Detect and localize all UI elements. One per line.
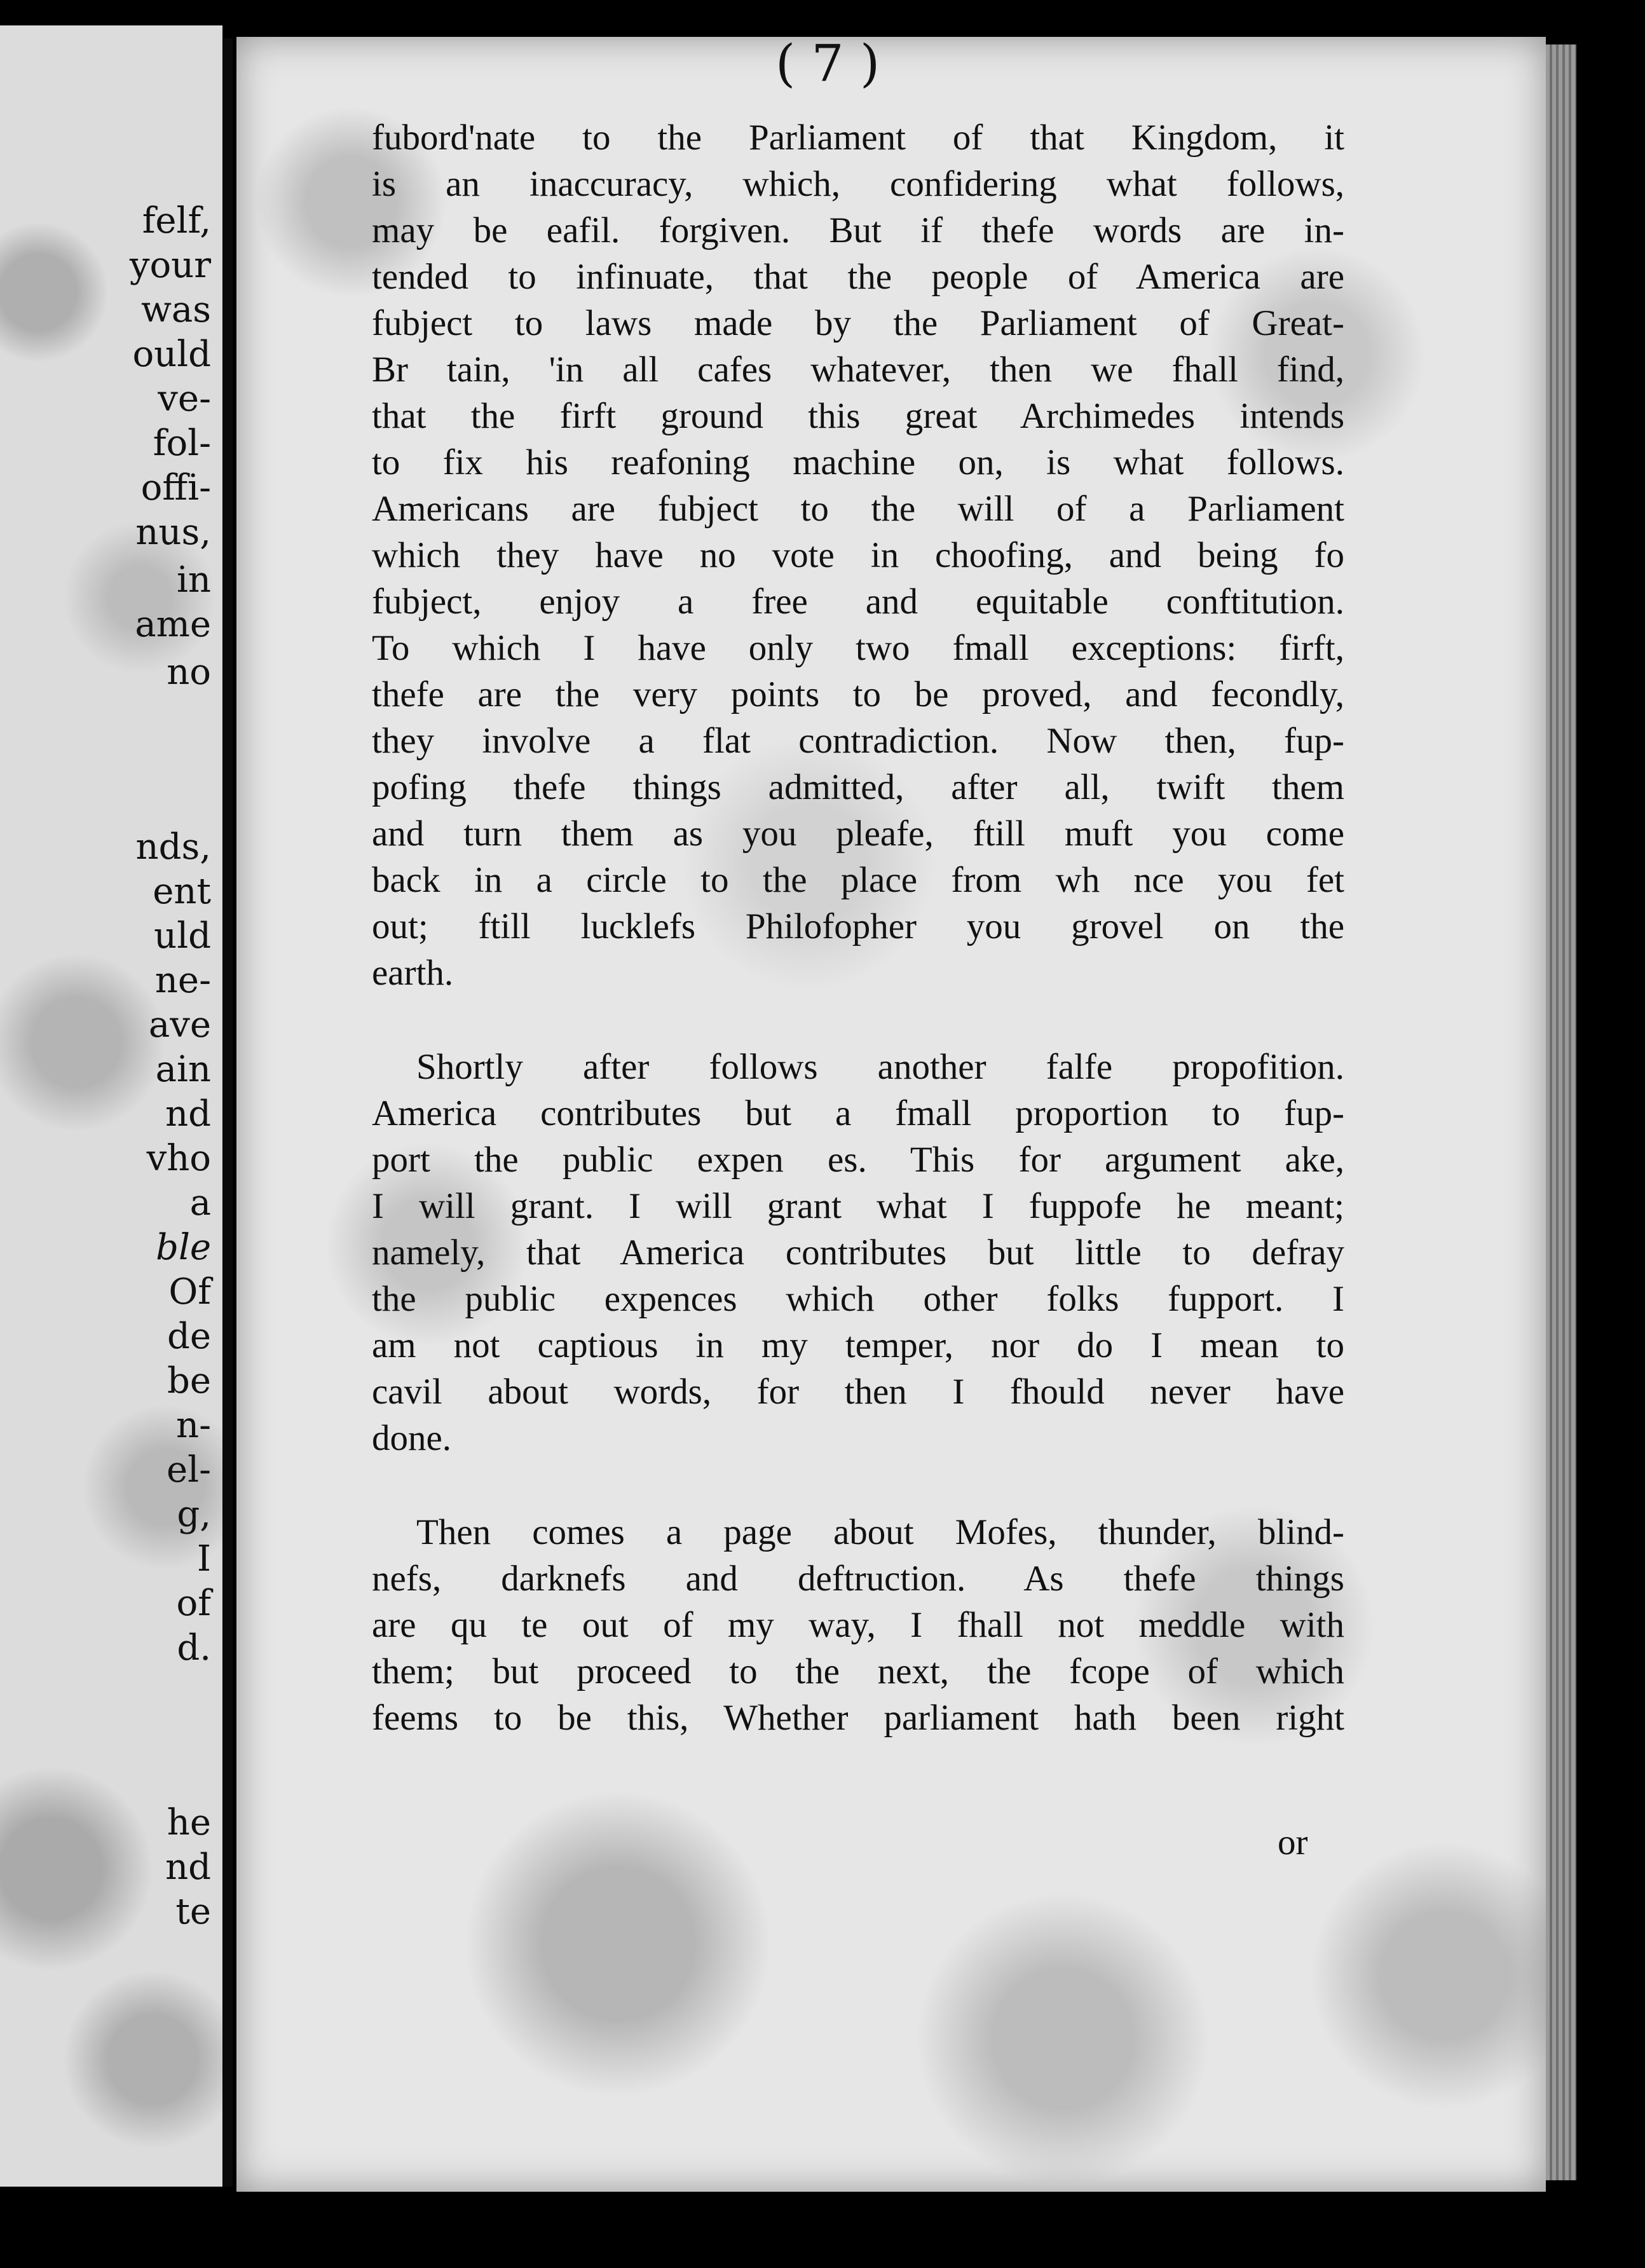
left-page-word: I: [196, 1538, 211, 1580]
left-page-word: was: [140, 289, 211, 331]
text-line: To which I have only two fmall exceptions: firft,: [372, 628, 1344, 668]
text-line: Americans are fubject to the will of a Parliament: [372, 489, 1344, 529]
paragraph-gap: [372, 996, 1344, 1044]
left-page-word: ne-: [154, 960, 211, 1001]
left-page-word: g,: [177, 1494, 211, 1535]
left-page-fragment: [0, 25, 222, 2187]
text-line: them; but proceed to the next, the fcope of which: [372, 1651, 1344, 1691]
text-line: pofing thefe things admitted, after all, twift them: [372, 767, 1344, 807]
left-page-word: a: [189, 1182, 211, 1224]
left-page-word: be: [167, 1360, 211, 1402]
left-page-word: d.: [177, 1627, 211, 1669]
left-page-word: ent: [153, 871, 211, 912]
left-page-word: in: [177, 559, 211, 601]
left-page-word: ble: [156, 1227, 211, 1268]
text-line: earth.: [372, 953, 454, 993]
left-page-word: nus,: [135, 512, 211, 553]
text-line: which they have no vote in choofing, and being fo: [372, 535, 1344, 575]
text-line: port the public expen es. This for argument ake,: [372, 1140, 1344, 1180]
left-page-word: el-: [167, 1449, 211, 1491]
text-line: cavil about words, for then I fhould never have: [372, 1372, 1344, 1412]
text-line: they involve a flat contradiction. Now then, fup-: [372, 721, 1344, 761]
left-page-word: Of: [168, 1271, 211, 1313]
left-page-word: of: [176, 1583, 211, 1624]
left-page-word: felf,: [142, 200, 211, 242]
left-page-word: de: [167, 1316, 211, 1357]
text-line: fubject to laws made by the Parliament of Great-: [372, 303, 1344, 343]
page-number: ( 7 ): [775, 34, 880, 93]
left-page-word: ave: [148, 1004, 211, 1046]
text-line: are qu te out of my way, I fhall not meddle with: [372, 1605, 1344, 1645]
left-page-word: nd: [165, 1847, 211, 1888]
left-page-word: he: [167, 1802, 211, 1843]
paragraph-2: [372, 1044, 1344, 1461]
text-line: to fix his reafoning machine on, is what follows.: [372, 442, 1344, 482]
binding-gutter: [224, 38, 233, 2187]
text-line: thefe are the very points to be proved, and fecondly,: [372, 674, 1344, 714]
text-line: fubject, enjoy a free and equitable conftitution.: [372, 582, 1344, 622]
left-page-word: te: [175, 1891, 211, 1932]
left-page-word-list: [0, 25, 222, 2187]
text-line: is an inaccuracy, which, confidering what follows,: [372, 164, 1344, 204]
text-line: namely, that America contributes but little to defray: [372, 1233, 1344, 1273]
text-line: out; ftill lucklefs Philofopher you grovel on the: [372, 906, 1344, 946]
text-line: that the firft ground this great Archimedes intends: [372, 396, 1344, 436]
left-page-word: n-: [176, 1405, 211, 1446]
text-line: feems to be this, Whether parliament hath been right: [372, 1698, 1344, 1738]
left-page-word: uld: [154, 915, 211, 957]
text-line: and turn them as you pleafe, ftill muft you come: [372, 814, 1344, 854]
page-edge: [1546, 44, 1576, 2180]
text-line: Br tain, 'in all cafes whatever, then we fhall find,: [372, 350, 1344, 390]
text-line: the public expences which other folks fupport. I: [372, 1279, 1344, 1319]
paragraph-gap: [372, 1461, 1344, 1509]
text-line: I will grant. I will grant what I fuppofe he meant;: [372, 1186, 1344, 1226]
left-page-word: ain: [155, 1049, 211, 1090]
text-line: fubord'nate to the Parliament of that Kingdom, it: [372, 118, 1344, 158]
left-page-word: ve-: [158, 378, 211, 420]
text-line: Then comes a page about Mofes, thunder, blind-: [416, 1512, 1344, 1552]
text-line: am not captious in my temper, nor do I mean to: [372, 1325, 1344, 1365]
catchword: or: [1278, 1822, 1308, 1862]
text-line: done.: [372, 1418, 452, 1458]
text-line: nefs, darknefs and deftruction. As thefe things: [372, 1559, 1344, 1599]
left-page-word: vho: [146, 1138, 211, 1179]
left-page-word: nd: [165, 1093, 211, 1135]
page-body-text: [372, 114, 1344, 1741]
left-page-word: no: [167, 652, 211, 693]
left-page-word: ould: [132, 334, 211, 375]
text-line: America contributes but a fmall proportion to fup-: [372, 1093, 1344, 1133]
paragraph-1: [372, 114, 1344, 996]
text-line: tended to infinuate, that the people of America are: [372, 257, 1344, 297]
left-page-word: your: [129, 245, 211, 286]
left-page-word: nds,: [135, 826, 211, 868]
paragraph-3: [372, 1509, 1344, 1741]
text-line: back in a circle to the place from wh nce you fet: [372, 860, 1344, 900]
left-page-word: offi-: [140, 467, 211, 509]
left-page-word: fol-: [153, 423, 211, 464]
text-line: may be eafil. forgiven. But if thefe words are in-: [372, 210, 1344, 250]
text-line: Shortly after follows another falfe propofition.: [416, 1047, 1344, 1087]
left-page-word: ame: [135, 604, 211, 645]
